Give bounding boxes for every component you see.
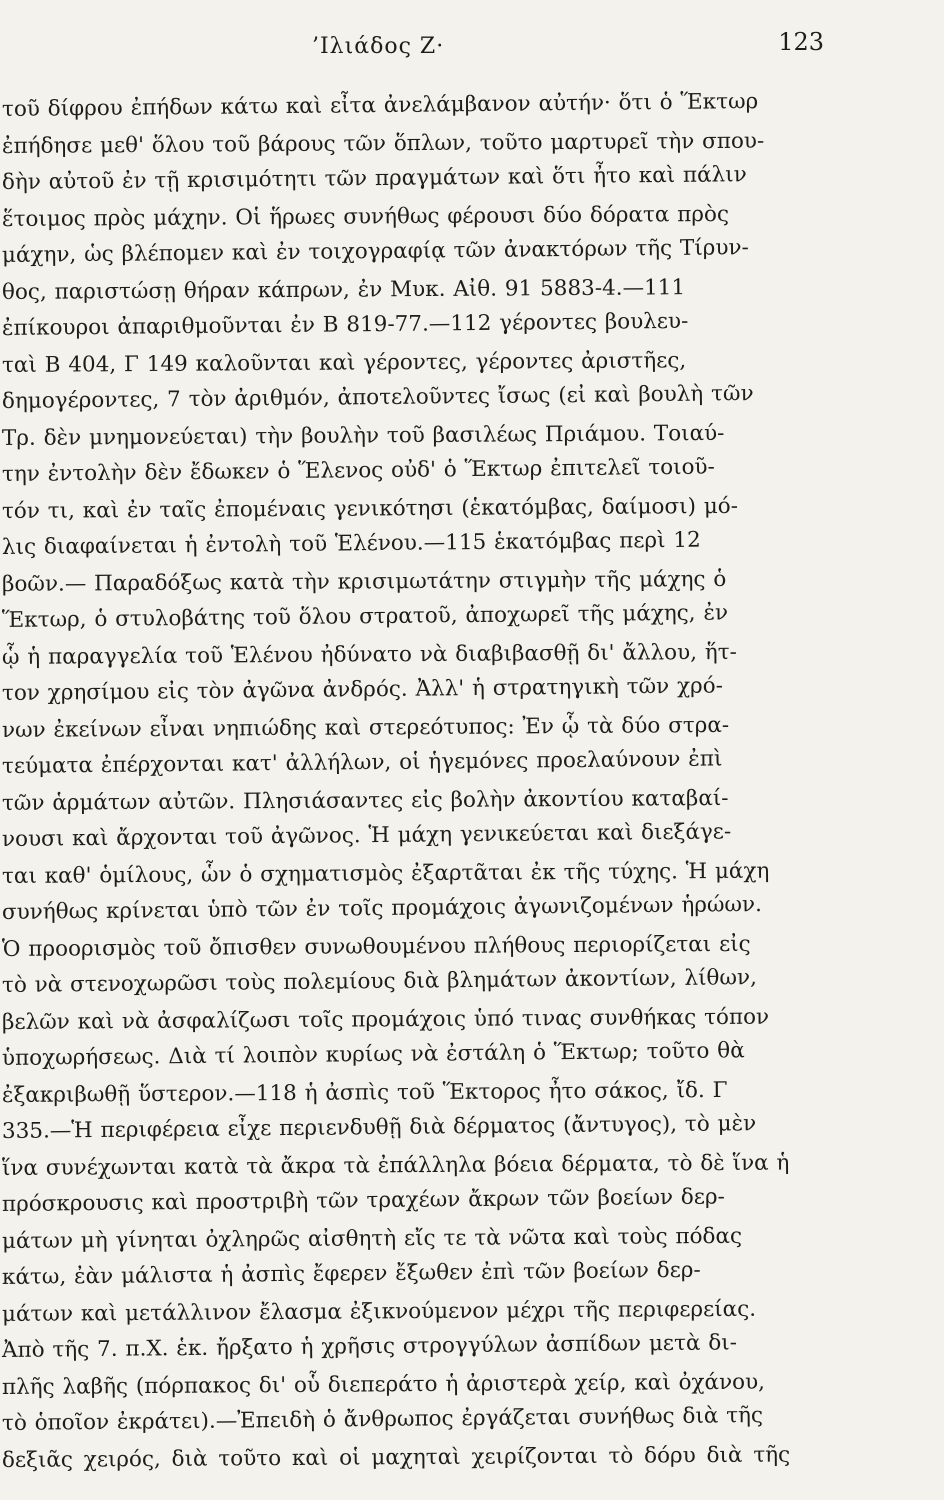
text-line: τον χρησίμου εἰς τὸν ἀγῶνα ἀνδρός. Ἀλλ' ἡ στρατηγικὴ τῶν χρό- xyxy=(1,673,724,706)
text-line: Ἀπὸ τῆς 7. π.Χ. ἑκ. ἤρξατο ἡ χρῆσις στρογγύλων ἀσπίδων μετὰ δι- xyxy=(1,1330,738,1363)
text-line: ἕτοιμος πρὸς μάχην. Οἱ ἥρωες συνήθως φέρουσι δύο δόρατα πρὸς xyxy=(1,201,730,232)
text-line: 335.—Ἡ περιφέρεια εἶχε περιενδυθῇ διὰ δέρματος (ἄντυγος), τὸ μὲν xyxy=(1,1111,757,1144)
page-number: 123 xyxy=(778,28,824,56)
text-line: βοῶν.— Παραδόξως κατὰ τὴν κρισιμωτάτην στιγμὴν τῆς μάχης ὁ xyxy=(1,566,727,597)
text-line: λις διαφαίνεται ἡ ἐντολὴ τοῦ Ἑλένου.—115 ἑκατόμβας περὶ 12 xyxy=(1,527,701,560)
text-line: μάτων μὴ γίνηται ὀχληρῶς αἰσθητὴ εἴς τε τὰ νῶτα καὶ τοὺς πόδας xyxy=(1,1223,743,1254)
text-line: ται καθ' ὁμίλους, ὧν ὁ σχηματισμὸς ἐξαρτᾶται ἐκ τῆς τύχης. Ἡ μάχη xyxy=(1,858,770,889)
text-line: πρόσκρουσις καὶ προστριβὴ τῶν τραχέων ἄκρων τῶν βοείων δερ- xyxy=(1,1184,725,1217)
text-line: δὴν αὐτοῦ ἐν τῇ κρισιμότητι τῶν πραγμάτων καὶ ὅτι ἦτο καὶ πάλιν xyxy=(1,162,747,195)
text-line: κάτω, ἐὰν μάλιστα ἡ ἀσπὶς ἔφερεν ἔξωθεν ἐπὶ τῶν βοείων δερ- xyxy=(1,1257,701,1290)
text-line: θος, παριστώσῃ θήραν κάπρων, ἐν Μυκ. Αἰθ. 91 5883-4.—111 xyxy=(1,274,686,305)
text-line: δεξιᾶς χειρός, διὰ τοῦτο καὶ οἱ μαχηταὶ χειρίζονται τὸ δόρυ διὰ τῆς xyxy=(1,1441,791,1473)
text-line: πλῆς λαβῆς (πόρπακος δι' οὗ διεπεράτο ἡ ἀριστερὰ χείρ, καὶ ὀχάνου, xyxy=(1,1369,766,1400)
text-line: ἵνα συνέχωνται κατὰ τὰ ἄκρα τὰ ἐπάλληλα βόεια δέρματα, τὸ δὲ ἵνα ἡ xyxy=(1,1149,790,1181)
text-line: συνήθως κρίνεται ὑπὸ τῶν ἐν τοῖς προμάχοις ἀγωνιζομένων ἡρώων. xyxy=(1,892,763,925)
text-line: ἐπήδησε μεθ' ὅλου τοῦ βάρους τῶν ὅπλων, τοῦτο μαρτυρεῖ τὴν σπου- xyxy=(1,128,765,159)
text-line: τῶν ἁρμάτων αὐτῶν. Πλησιάσαντες εἰς βολὴν ἀκοντίου καταβαί- xyxy=(1,785,729,816)
text-line: ὑποχωρήσεως. Διὰ τί λοιπὸν κυρίως νὰ ἐστάλη ὁ Ἕκτωρ; τοῦτο θὰ xyxy=(1,1038,745,1071)
text-line: ἐπίκουροι ἀπαριθμοῦνται ἐν Β 819-77.—112 γέροντες βουλευ- xyxy=(1,308,689,341)
text-line: Ἕκτωρ, ὁ στυλοβάτης τοῦ ὅλου στρατοῦ, ἀποχωρεῖ τῆς μάχης, ἐν xyxy=(1,600,729,633)
text-line: την ἐντολὴν δὲν ἔδωκεν ὁ Ἕλενος οὐδ' ὁ Ἕκτωρ ἐπιτελεῖ τοιοῦ- xyxy=(1,454,715,487)
running-title: ’Ιλιάδος Ζ· xyxy=(312,34,445,59)
text-line: μάχην, ὡς βλέπομεν καὶ ἐν τοιχογραφίᾳ τῶν ἀνακτόρων τῆς Τίρυν- xyxy=(1,235,749,268)
text-line: τεύματα ἐπέρχονται κατ' ἀλλήλων, οἱ ἡγεμόνες προελαύνουν ἐπὶ xyxy=(1,746,723,779)
text-line: δημογέροντες, 7 τὸν ἀριθμόν, ἀποτελοῦντες ἴσως (εἰ καὶ βουλὴ τῶν xyxy=(1,381,754,414)
running-header xyxy=(0,28,944,68)
text-line: νουσι καὶ ἄρχονται τοῦ ἀγῶνος. Ἡ μάχη γενικεύεται καὶ διεξάγε- xyxy=(1,819,732,852)
text-line: ἐξακριβωθῇ ὕστερον.—118 ἡ ἀσπὶς τοῦ Ἕκτορος ἦτο σάκος, ἴδ. Γ xyxy=(1,1077,728,1108)
text-line: βελῶν καὶ νὰ ἀσφαλίζωσι τοῖς προμάχοις ὑπό τινας συνθήκας τόπον xyxy=(1,1004,770,1035)
text-line: Ὁ προορισμὸς τοῦ ὄπισθεν συνωθουμένου πλήθους περιορίζεται εἰς xyxy=(1,931,751,962)
text-line: ταὶ Β 404, Γ 149 καλοῦνται καὶ γέροντες, γέροντες ἀριστῆες, xyxy=(1,347,687,378)
commentary-text xyxy=(0,89,850,1479)
text-line: τόν τι, καὶ ἐν ταῖς ἐπομέναις γενικότησι (ἑκατόμβας, δαίμοσι) μό- xyxy=(1,493,739,524)
text-line: ᾧ ἡ παραγγελία τοῦ Ἑλένου ἠδύνατο νὰ διαβιβασθῇ δι' ἄλλου, ἥτ- xyxy=(1,639,737,670)
text-line: τὸ νὰ στενοχωρῶσι τοὺς πολεμίους διὰ βλημάτων ἀκοντίων, λίθων, xyxy=(1,965,757,998)
text-line: Τρ. δὲν μνημονεύεται) τὴν βουλὴν τοῦ βασιλέως Πριάμου. Τοιαύ- xyxy=(1,420,725,451)
text-line: τοῦ δίφρου ἐπήδων κάτω καὶ εἶτα ἀνελάμβανον αὐτήν· ὅτι ὁ Ἕκτωρ xyxy=(1,89,759,122)
text-line: νων ἐκείνων εἶναι νηπιώδης καὶ στερεότυπος: Ἐν ᾧ τὰ δύο στρα- xyxy=(1,712,730,743)
text-line: μάτων καὶ μετάλλινον ἔλασμα ἐξικνούμενον μέχρι τῆς περιφερείας. xyxy=(1,1296,757,1327)
text-line: τὸ ὁποῖον ἐκράτει).—Ἐπειδὴ ὁ ἄνθρωπος ἐργάζεται συνήθως διὰ τῆς xyxy=(1,1403,764,1436)
